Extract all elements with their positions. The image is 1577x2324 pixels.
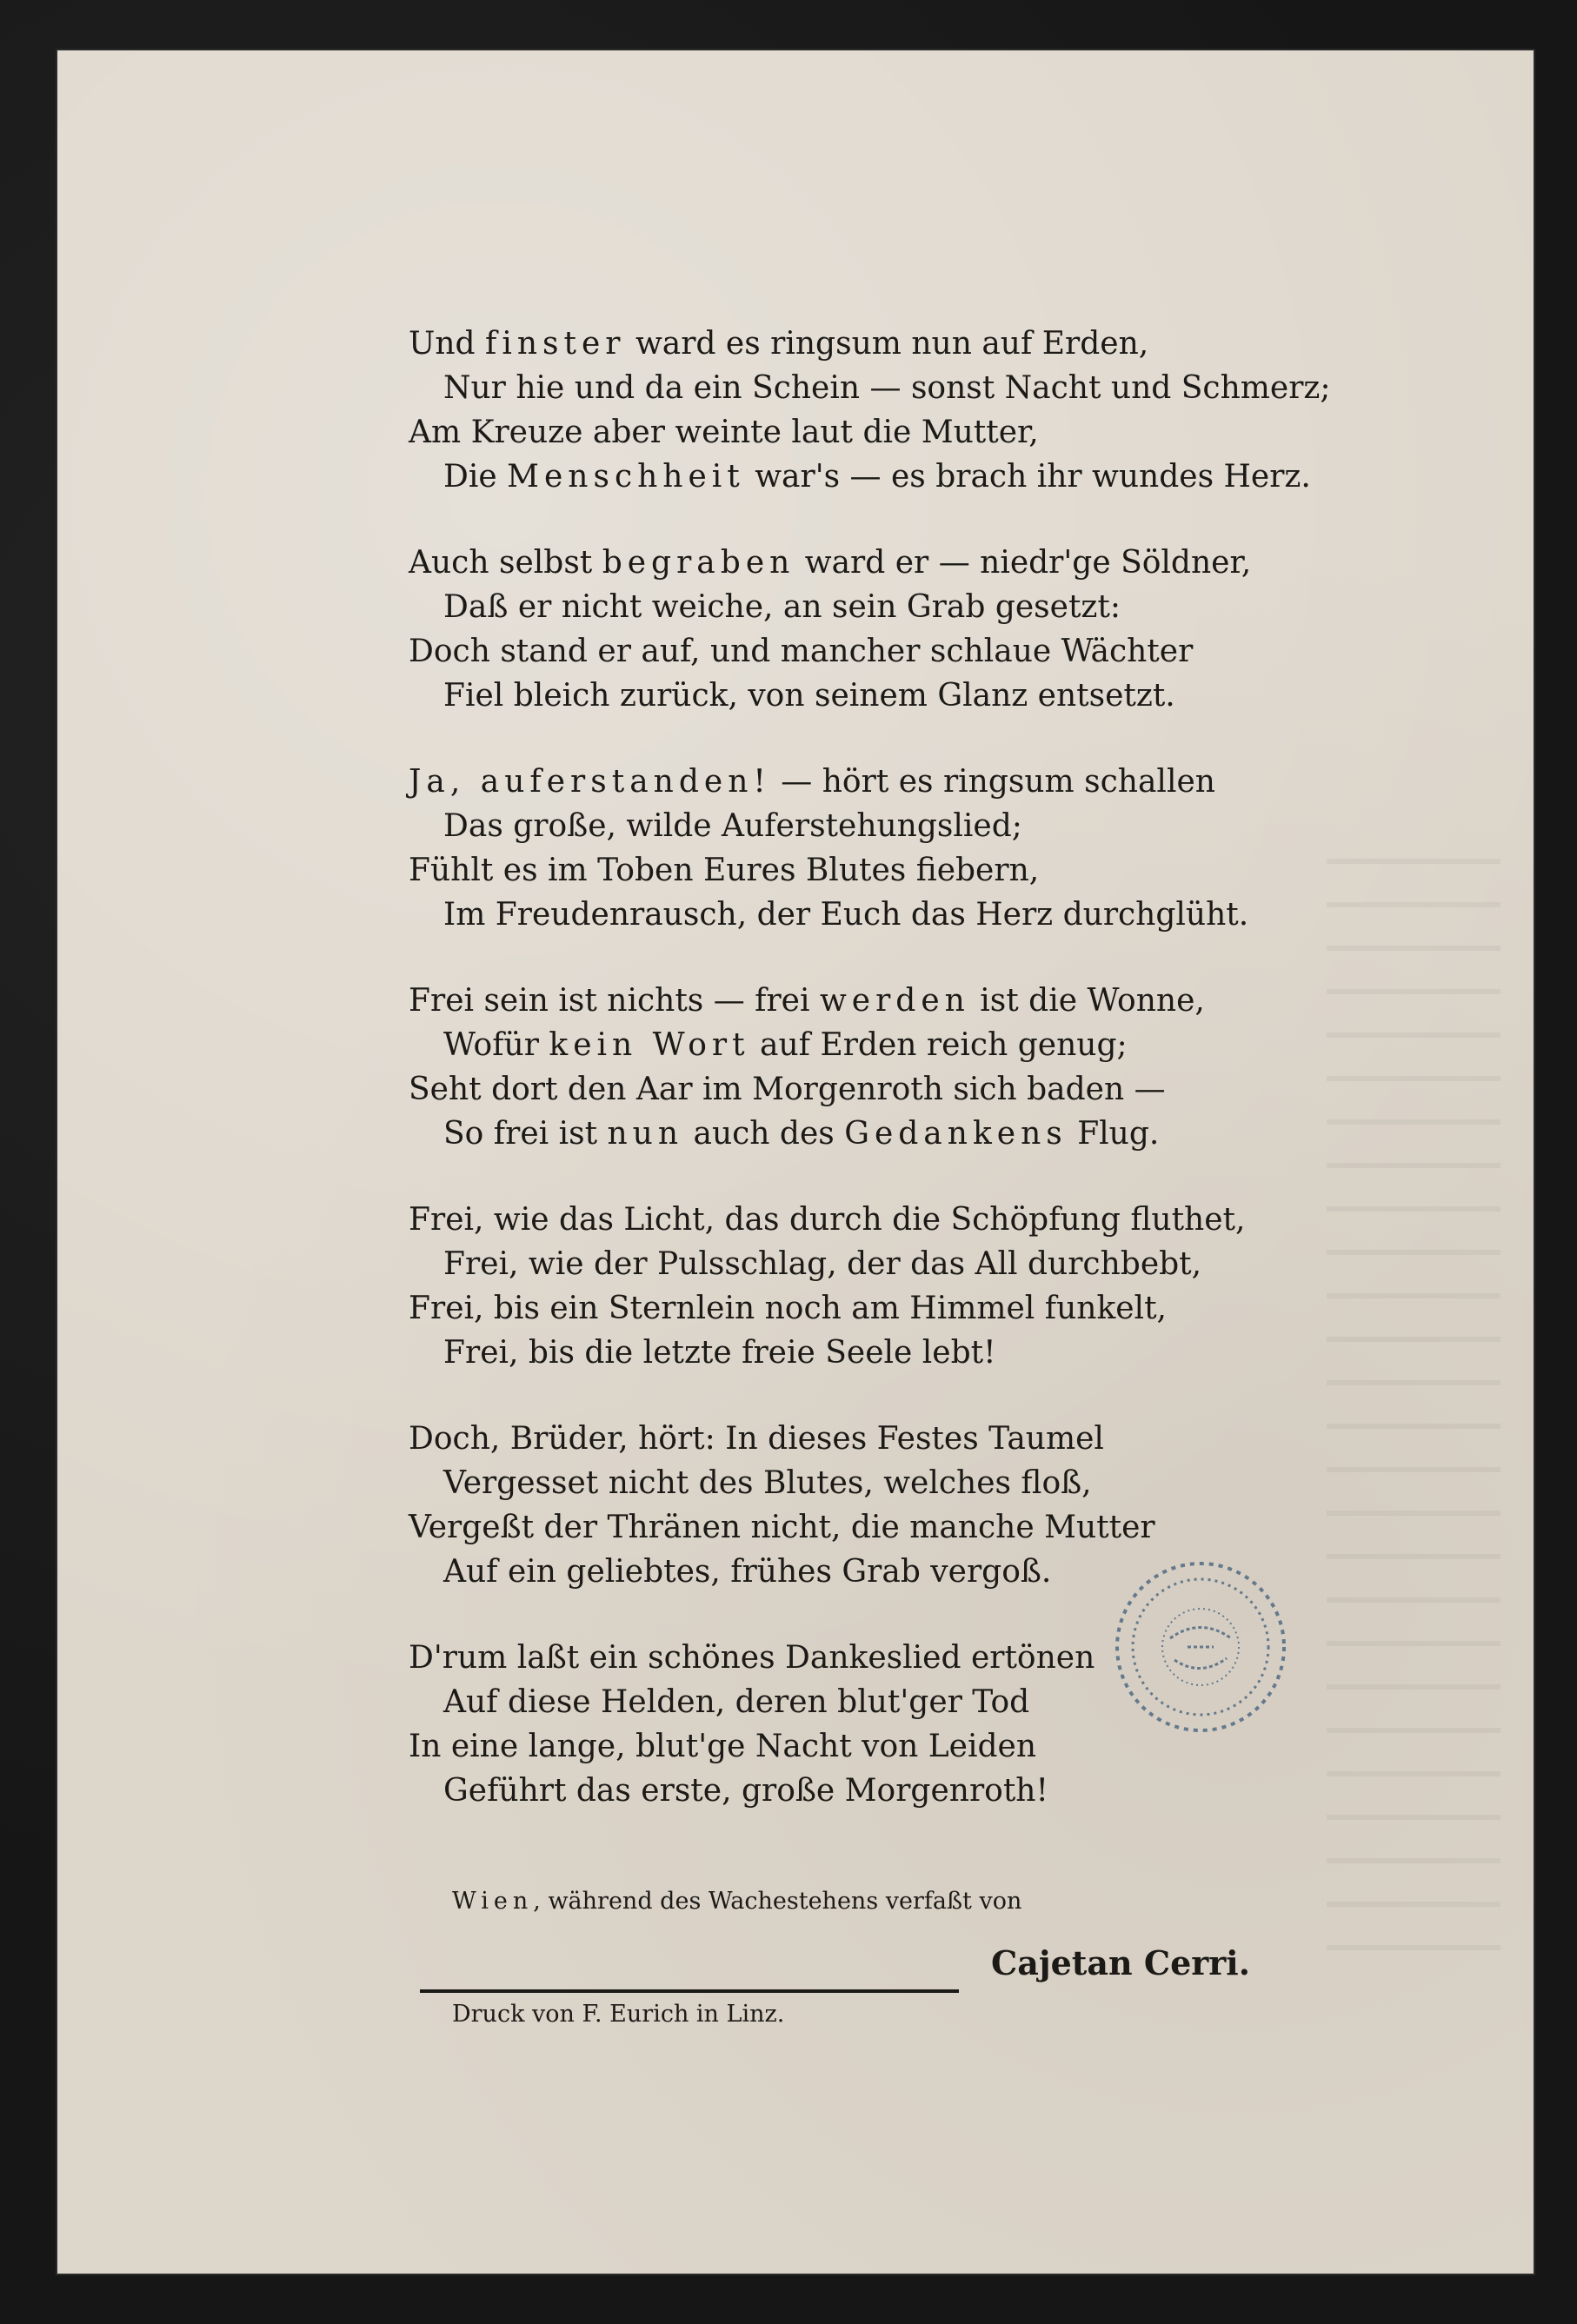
line-text: Frei, wie das Licht, das durch die Schöpfung fluthet, (409, 1202, 1246, 1238)
line-text: Wofür (443, 1027, 549, 1063)
line-text: So frei ist (443, 1116, 608, 1152)
attribution-line (452, 1888, 1021, 1915)
author-name: Cajetan Cerri. (991, 1943, 1250, 1982)
poem-line (409, 1417, 1382, 1461)
line-text: Auch selbst (409, 545, 602, 581)
line-text: — hört es ringsum schallen (770, 764, 1215, 800)
line-text: Fiel bleich zurück, von seinem Glanz entsetzt. (443, 678, 1175, 714)
line-text: Vergesset nicht des Blutes, welches floß, (443, 1465, 1092, 1501)
line-text: Flug. (1067, 1116, 1160, 1152)
line-text: war's — es brach ihr wundes Herz. (744, 459, 1311, 495)
poem-line (409, 1067, 1382, 1112)
line-text: Am Kreuze aber weinte laut die Mutter, (409, 415, 1039, 450)
line-text: auch des (683, 1116, 845, 1152)
poem-line (409, 848, 1382, 893)
emphasized-text: kein Wort (549, 1027, 750, 1063)
line-text: Nur hie und da ein Schein — sonst Nacht und Schmerz; (443, 370, 1331, 406)
line-text: Und (409, 326, 486, 362)
line-text: Daß er nicht weiche, an sein Grab gesetzt: (443, 589, 1121, 625)
stanza (409, 760, 1382, 937)
stanza (409, 541, 1382, 718)
stanza (409, 322, 1382, 499)
poem-line (409, 1112, 1382, 1156)
line-text: ward es ringsum nun auf Erden, (625, 326, 1149, 362)
line-text: Frei sein ist nichts — frei (409, 983, 820, 1019)
emphasized-text: finster (485, 326, 626, 362)
poem-line (409, 979, 1382, 1023)
poem-line (409, 585, 1382, 629)
emphasized-text: Gedankens (844, 1116, 1068, 1152)
poem-line (409, 322, 1382, 366)
emphasized-text: begraben (602, 545, 795, 581)
emphasized-text: werden (819, 983, 970, 1019)
line-text: Im Freudenrausch, der Euch das Herz durchglüht. (443, 897, 1249, 933)
poem-line (409, 1286, 1382, 1331)
line-text: Frei, wie der Pulsschlag, der das All durchbebt, (443, 1246, 1202, 1282)
attribution-place: Wien (452, 1888, 534, 1915)
line-text: Frei, bis die letzte freie Seele lebt! (443, 1335, 996, 1371)
poem-line (409, 541, 1382, 585)
line-text: Auf diese Helden, deren blut'ger Tod (443, 1684, 1030, 1720)
line-text: Auf ein geliebtes, frühes Grab vergoß. (443, 1554, 1052, 1590)
poem-line (409, 366, 1382, 410)
poem-line (409, 1023, 1382, 1067)
divider-rule (420, 1989, 959, 1993)
line-text: auf Erden reich genug; (749, 1027, 1128, 1063)
poem-line (409, 1769, 1382, 1813)
emphasized-text: nun (607, 1116, 684, 1152)
line-text: Doch, Brüder, hört: In dieses Festes Taumel (409, 1421, 1104, 1457)
poem-line (409, 893, 1382, 937)
line-text: Doch stand er auf, und mancher schlaue Wächter (409, 634, 1194, 669)
library-stamp-icon (1109, 1556, 1292, 1738)
poem-line (409, 804, 1382, 848)
poem-line (409, 1461, 1382, 1505)
poem-line (409, 1505, 1382, 1550)
line-text: In eine lange, blut'ge Nacht von Leiden (409, 1729, 1037, 1764)
printer-imprint: Druck von F. Eurich in Linz. (452, 2001, 785, 2028)
poem-line (409, 1198, 1382, 1242)
line-text: Seht dort den Aar im Morgenroth sich baden — (409, 1072, 1166, 1107)
emphasized-text: Ja, auferstanden! (409, 764, 771, 800)
line-text: D'rum laßt ein schönes Dankeslied ertönen (409, 1640, 1095, 1676)
line-text: Das große, wilde Auferstehungslied; (443, 808, 1022, 844)
poem-line (409, 674, 1382, 718)
line-text: Fühlt es im Toben Eures Blutes fiebern, (409, 853, 1040, 888)
poem-line (409, 455, 1382, 499)
line-text: Vergeßt der Thränen nicht, die manche Mutter (409, 1510, 1155, 1545)
stanza (409, 1198, 1382, 1375)
line-text: Geführt das erste, große Morgenroth! (443, 1773, 1048, 1809)
poem-line (409, 629, 1382, 674)
line-text: ist die Wonne, (969, 983, 1205, 1019)
stanza (409, 979, 1382, 1156)
emphasized-text: Menschheit (507, 459, 745, 495)
line-text: Frei, bis ein Sternlein noch am Himmel funkelt, (409, 1291, 1167, 1326)
line-text: Die (443, 459, 508, 495)
poem-line (409, 1242, 1382, 1286)
attribution-text: , während des Wachestehens verfaßt von (533, 1888, 1022, 1915)
line-text: ward er — niedr'ge Söldner, (795, 545, 1252, 581)
poem-line (409, 760, 1382, 804)
poem-line (409, 410, 1382, 455)
poem-line (409, 1331, 1382, 1375)
